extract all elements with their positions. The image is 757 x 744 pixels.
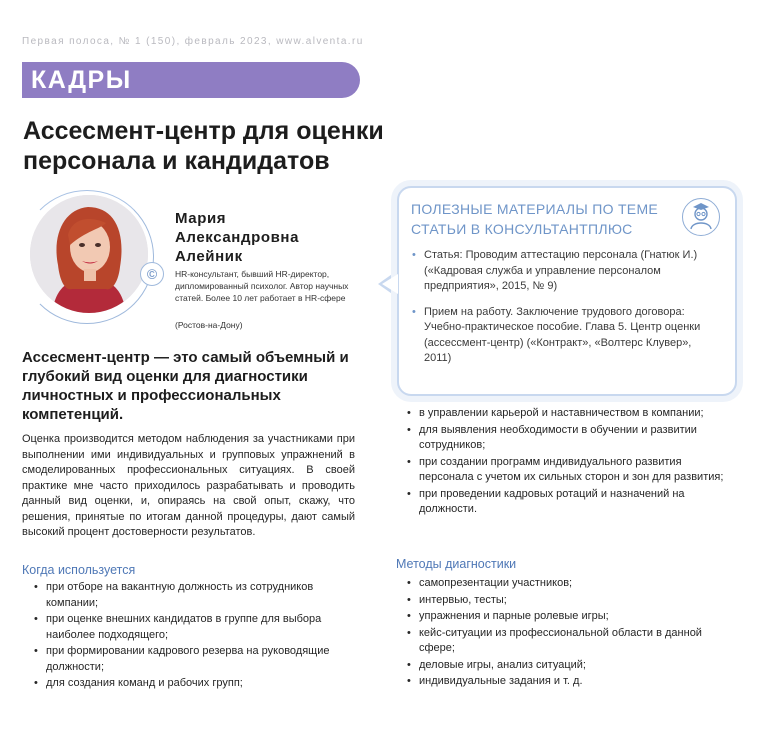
- copyright-badge: ©: [140, 262, 164, 286]
- callout-link[interactable]: • Прием на работу. Заключение трудового договора: Учебно-практическое пособие. Глава 5. Центр оценки (ассессмент-центр) («Контракт», «Волтерс Клувер», 2011): [412, 305, 717, 367]
- list-item: • кейс-ситуации из профессиональной области в данной сфере;: [407, 626, 737, 657]
- list-item: • для создания команд и рабочих групп;: [34, 676, 354, 692]
- when-used-list: [34, 580, 354, 693]
- list-item: • при проведении кадровых ротаций и назначений на должности.: [407, 487, 737, 518]
- body-paragraph: Оценка производится методом наблюдения за участниками при выполнении ими индивидуальных и групповых упражнений в смоделированных профессиональных ситуациях. В своей практике мне часто приходилось разрабатывать и проводить данный вид оценки, и, опираясь на свой опыт, скажу, что решения, принятые по итогам данной процедуры, дают самый высокий процент достоверности результатов.: [22, 433, 355, 538]
- section-label: КАДРЫ: [31, 66, 132, 94]
- list-item: • для выявления необходимости в обучении и развитии сотрудников;: [407, 423, 737, 454]
- list-item: • при формировании кадрового резерва на руководящие должности;: [34, 644, 354, 675]
- article-title: Ассесмент-центр для оценки персонала и кандидатов: [23, 117, 384, 175]
- author-bio: HR-консультант, бывший HR-директор, дипломированный психолог. Автор научных статей. Более 10 лет работает в HR-сфере: [175, 269, 349, 303]
- author-photo: [30, 195, 148, 313]
- author-name: Мария Александровна Алейник: [175, 210, 300, 265]
- callout-list: [412, 248, 717, 377]
- list-item: • интервью, тесты;: [407, 593, 737, 609]
- when-used-heading: Когда используется: [22, 563, 136, 577]
- list-item: • индивидуальные задания и т. д.: [407, 674, 737, 690]
- consultant-avatar-icon: [682, 198, 720, 236]
- list-item: • при оценке внешних кандидатов в группе для выбора наиболее подходящего;: [34, 612, 354, 643]
- running-head: Первая полоса, № 1 (150), февраль 2023, www.alventa.ru: [22, 36, 364, 47]
- list-item: • при создании программ индивидуального развития персонала с учетом их сильных сторон и зон для развития;: [407, 455, 737, 486]
- when-used-list-continued: [407, 406, 737, 519]
- author-city: (Ростов-на-Дону): [175, 320, 243, 330]
- callout-heading: ПОЛЕЗНЫЕ МАТЕРИАЛЫ ПО ТЕМЕ СТАТЬИ В КОНСУЛЬТАНТПЛЮС: [411, 201, 659, 237]
- list-item: • деловые игры, анализ ситуаций;: [407, 658, 737, 674]
- list-item: • в управлении карьерой и наставничеством в компании;: [407, 406, 737, 422]
- methods-heading: Методы диагностики: [396, 557, 517, 571]
- list-item: • при отборе на вакантную должность из сотрудников компании;: [34, 580, 354, 611]
- callout-link[interactable]: • Статья: Проводим аттестацию персонала (Гнатюк И.) («Кадровая служба и управление персоналом предприятия», 2015, № 9): [412, 248, 717, 295]
- lead-paragraph: Ассесмент-центр — это самый объемный и глубокий вид оценки для диагностики личностных и профессиональных компетенций.: [22, 349, 349, 423]
- callout-tail-inner: [382, 274, 398, 294]
- list-item: • самопрезентации участников;: [407, 576, 737, 592]
- list-item: • упражнения и парные ролевые игры;: [407, 609, 737, 625]
- methods-list: [407, 576, 737, 691]
